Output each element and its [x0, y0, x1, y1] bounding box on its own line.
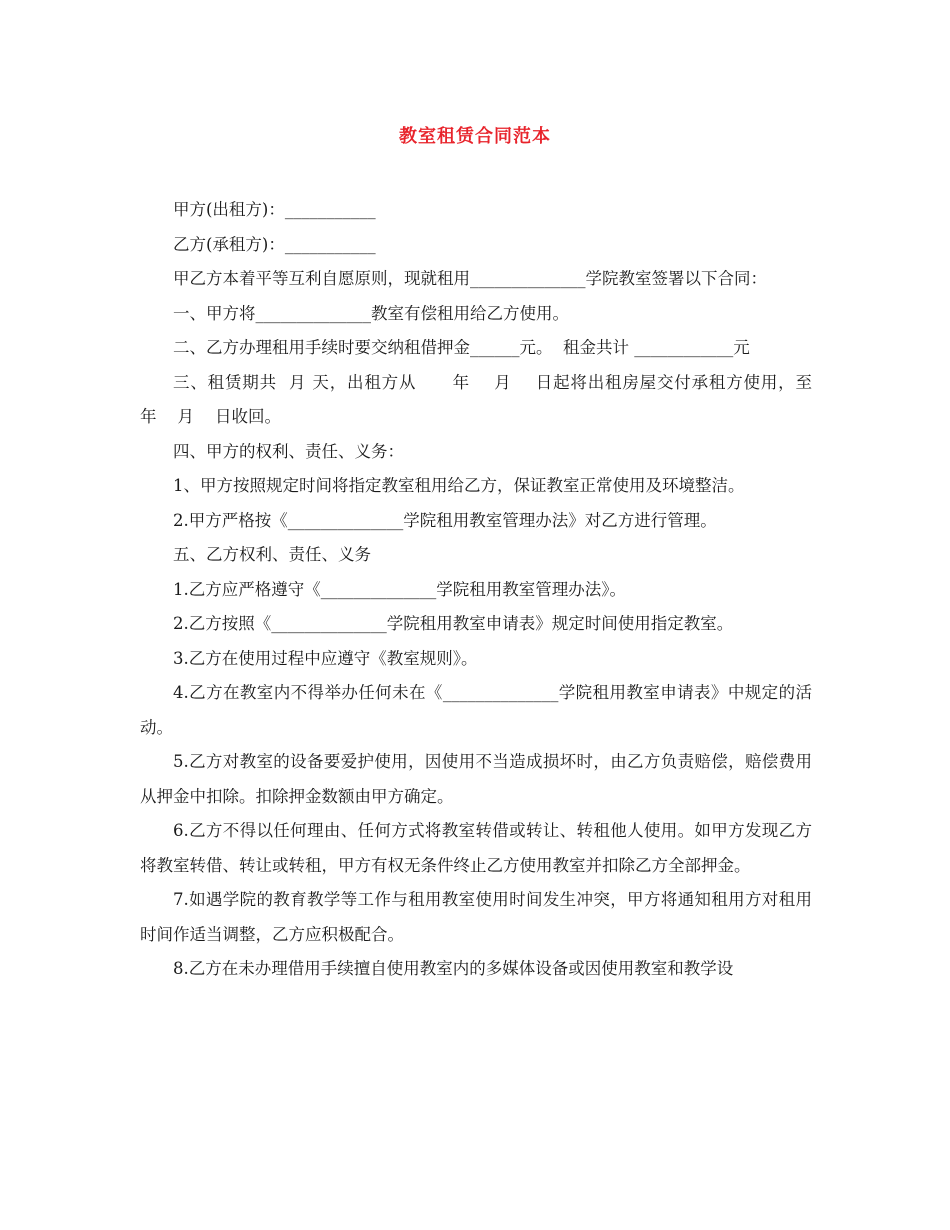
clause-2: 二、乙方办理租用手续时要交纳租借押金______元。 租金共计 ____________元: [173, 338, 750, 357]
document-title: 教室租赁合同范本: [399, 126, 551, 147]
clause-3: 三、租赁期共 月 天，出租方从 年 月 日起将出租房屋交付承租方使用，至 年 月 日收回。: [140, 372, 844, 426]
section-heading-party-a: 四、甲方的权利、责任、义务：: [173, 441, 404, 461]
clause-1: 一、甲方将______________教室有偿租用给乙方使用。: [173, 303, 569, 323]
party-b-item-1: 1.乙方应严格遵守《______________学院租用教室管理办法》。: [173, 579, 626, 599]
party-b-item-3: 3.乙方在使用过程中应遵守《教室规则》。: [173, 648, 478, 668]
party-a-item-1: 1、甲方按照规定时间将指定教室租用给乙方，保证教室正常使用及环境整洁。: [173, 476, 745, 495]
party-b-item-8: 8.乙方在未办理借用手续擅自使用教室内的多媒体设备或因使用教室和教学设: [173, 959, 734, 978]
party-b-item-4: 4.乙方在教室内不得举办任何未在《______________学院租用教室申请表》中规定的活动。: [140, 683, 812, 737]
party-a-item-2: 2.甲方严格按《______________学院租用教室管理办法》对乙方进行管理。: [173, 510, 717, 530]
contract-body: [140, 193, 844, 987]
party-b-item-2: 2.乙方按照《______________学院租用教室申请表》规定时间使用指定教室。: [173, 614, 734, 633]
party-a-line: 甲方(出租方)：___________: [173, 200, 376, 219]
preamble-paragraph: 甲乙方本着平等互利自愿原则，现就租用______________学院教室签署以下合同：: [173, 269, 767, 288]
party-b-item-5: 5.乙方对教室的设备要爱护使用，因使用不当造成损坏时，由乙方负责赔偿，赔偿费用从押金中扣除。扣除押金数额由甲方确定。: [140, 752, 812, 806]
party-b-item-7: 7.如遇学院的教育教学等工作与租用教室使用时间发生冲突，甲方将通知租用方对租用时间作适当调整，乙方应积极配合。: [140, 890, 812, 944]
party-b-line: 乙方(承租方)：___________: [173, 234, 376, 254]
party-b-item-6: 6.乙方不得以任何理由、任何方式将教室转借或转让、转租他人使用。如甲方发现乙方将教室转借、转让或转租，甲方有权无条件终止乙方使用教室并扣除乙方全部押金。: [140, 821, 812, 875]
section-heading-party-b: 五、乙方权利、责任、义务: [173, 545, 371, 564]
